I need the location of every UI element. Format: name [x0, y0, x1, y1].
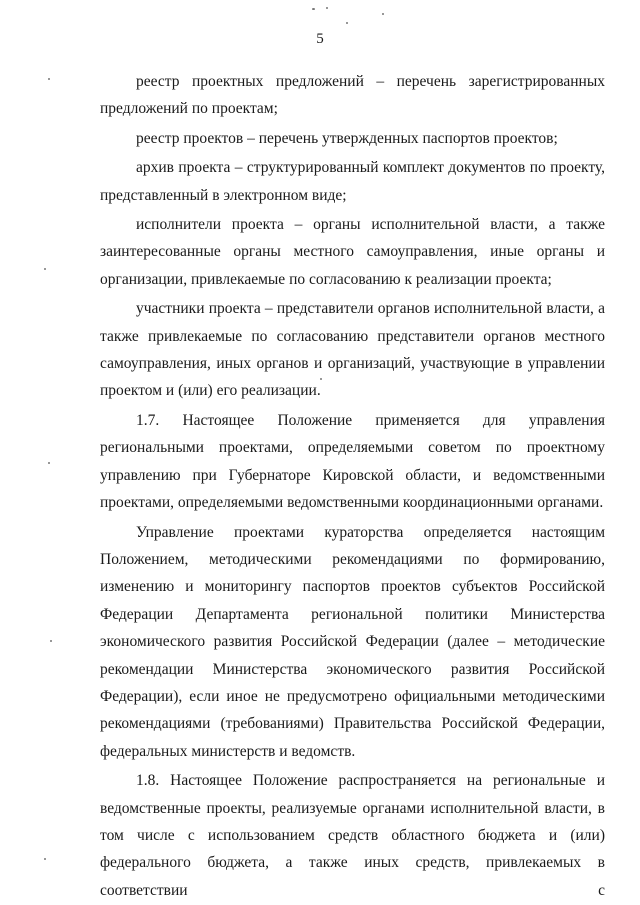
scan-speck [48, 462, 50, 464]
scan-speck [48, 78, 50, 80]
scan-speck [346, 22, 348, 24]
scan-speck [312, 8, 315, 10]
scan-speck [44, 858, 46, 860]
scan-speck [382, 13, 384, 15]
paragraph-registry-proposals: реестр проектных предложений – перечень зарегистрированных предложений по проектам; [100, 73, 605, 118]
paragraph-section-1-8: 1.8. Настоящее Положение распространяется на региональные и ведомственные проекты, реализуемые органами исполнительной власти, в том числе с использованием средств областного бюджета и (или) федерального бюджета, а также иных средств, привлекаемых в соответствии с [100, 772, 605, 899]
paragraph-project-archive: архив проекта – структурированный комплект документов по проекту, представленный в электронном виде; [100, 159, 605, 204]
paragraph-section-1-7: 1.7. Настоящее Положение применяется для управления региональными проектами, определяемыми советом по проектному управлению при Губернаторе Кировской области, и ведомственными проектами, определяемыми ведомственными координационными органами. [100, 411, 605, 512]
paragraph-project-executors: исполнители проекта – органы исполнительной власти, а также заинтересованные органы местного самоуправления, иные органы и организации, привлекаемые по согласованию к реализации проекта; [100, 216, 605, 288]
scan-speck [326, 7, 328, 9]
document-body [100, 68, 605, 904]
scan-speck [44, 268, 46, 270]
paragraph-curatorship-management: Управление проектами кураторства определяется настоящим Положением, методическими рекомендациями по формированию, изменению и мониторингу паспортов проектов субъектов Российской Федерации Департамента региональной политики Министерства экономического развития Российской Федерации (далее – методические рекомендации Министерства экономического развития Российской Федерации), если иное не предусмотрено официальными методическими рекомендациями (требованиями) Правительства Российской Федерации, федеральных министерств и ведомств. [100, 523, 605, 760]
scan-speck [50, 640, 52, 642]
page-number: 5 [316, 31, 324, 47]
paragraph-registry-projects: реестр проектов – перечень утвержденных паспортов проектов; [136, 129, 558, 147]
paragraph-project-participants: участники проекта – представители органов исполнительной власти, а также привлекаемые по согласованию представители органов местного самоуправления, иных органов и организаций, участвующие в управлении проектом и (или) его реализации. [100, 300, 605, 400]
